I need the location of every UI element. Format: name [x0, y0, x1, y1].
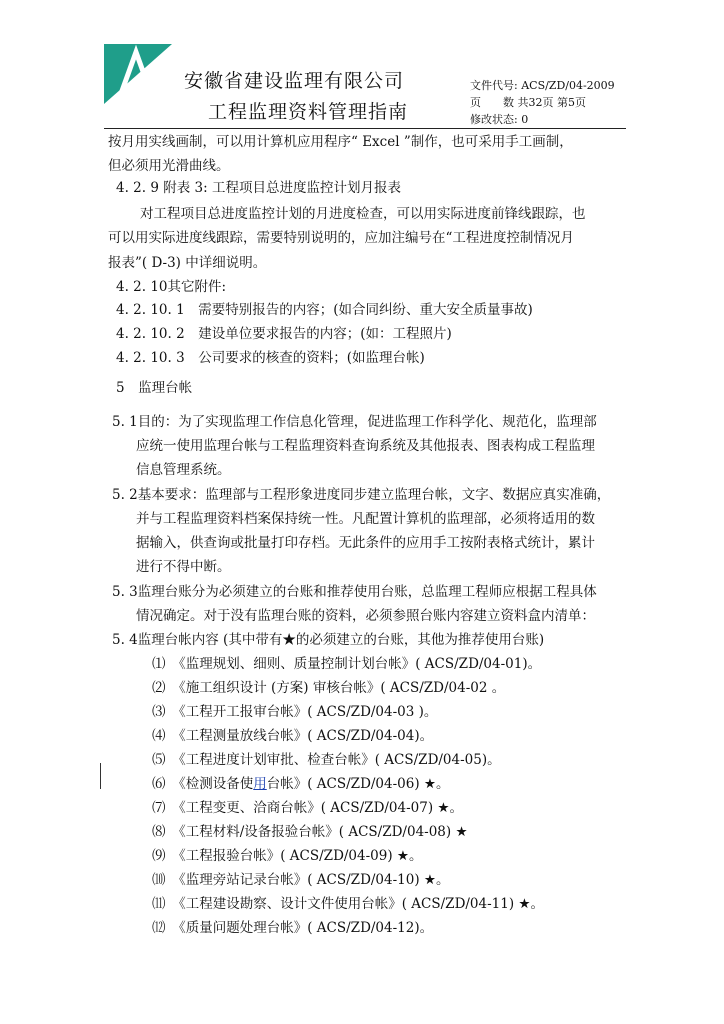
company-logo: [104, 44, 172, 104]
section-heading-5: 5 监理台帐: [116, 380, 193, 396]
ledger-item-text: 台帐》( ACS/ZD/04-06) ★。: [266, 776, 450, 792]
paragraph-line: 报表”( D-3) 中详细说明。: [108, 255, 267, 271]
paragraph-line: 对工程项目总进度监控计划的月进度检查，可以用实际进度前锋线跟踪，也: [140, 206, 586, 222]
attachment-item: 4. 2. 10. 1 需要特别报告的内容；(如合同纠纷、重大安全质量事故): [116, 302, 533, 318]
ledger-item: ⑻ 《工程材料/设备报验台帐》( ACS/ZD/04-08) ★: [152, 824, 468, 840]
ledger-item: ⑵ 《施工组织设计 (方案) 审核台帐》( ACS/ZD/04-02 。: [152, 680, 506, 696]
document-code: 文件代号: ACS/ZD/04-2009: [470, 79, 615, 92]
hyperlink[interactable]: 用: [253, 776, 267, 792]
clause-line: 并与工程监理资料档案保持统一性。凡配置计算机的监理部，必须将适用的数: [136, 511, 595, 527]
ledger-item: ⑾ 《工程建设勘察、设计文件使用台帐》( ACS/ZD/04-11) ★。: [152, 896, 545, 912]
clause-5-2: 5. 2基本要求：监理部与工程形象进度同步建立监理台帐，文字、数据应真实准确，: [112, 487, 611, 503]
paragraph-line: 可以用实际进度线跟踪，需要特别说明的，应加注编号在“工程进度控制情况月: [108, 230, 574, 246]
ledger-item: ⑸ 《工程进度计划审批、检查台帐》( ACS/ZD/04-05)。: [152, 752, 501, 768]
ledger-item-text: ⑹ 《检测设备使: [152, 776, 254, 792]
document-title: 工程监理资料管理指南: [208, 101, 409, 123]
clause-line: 进行不得中断。: [136, 559, 231, 575]
clause-line: 应统一使用监理台帐与工程监理资料查询系统及其他报表、图表构成工程监理: [136, 438, 595, 454]
clause-5-3: 5. 3监理台账分为必须建立的台账和推荐使用台账，总监理工程师应根据工程具体: [112, 584, 597, 600]
paragraph-line: 按月用实线画制，可以用计算机应用程序“ Excel ”制作，也可采用手工画制，: [108, 134, 573, 150]
attachment-item: 4. 2. 10. 3 公司要求的核查的资料；(如监理台帐): [116, 350, 425, 366]
margin-change-bar: [100, 763, 101, 789]
clause-5-4: 5. 4监理台帐内容 (其中带有★的必须建立的台账，其他为推荐使用台账): [112, 632, 545, 648]
ledger-item: ⑷ 《工程测量放线台帐》( ACS/ZD/04-04)。: [152, 728, 434, 744]
clause-line: 情况确定。对于没有监理台账的资料，必须参照台账内容建立资料盒内清单：: [136, 608, 595, 624]
ledger-item: [152, 774, 450, 794]
attachment-item: 4. 2. 10. 2 建设单位要求报告的内容；(如：工程照片): [116, 326, 452, 342]
company-name: 安徽省建设监理有限公司: [184, 70, 405, 92]
clause-5-1: 5. 1目的：为了实现监理工作信息化管理，促进监理工作科学化、规范化，监理部: [112, 414, 597, 430]
clause-line: 信息管理系统。: [136, 462, 231, 478]
ledger-item: ⑴ 《监理规划、细则、质量控制计划台帐》( ACS/ZD/04-01)。: [152, 656, 542, 672]
page-info: 页 数 共32页 第5页: [470, 96, 586, 109]
ledger-item: ⑼ 《工程报验台帐》( ACS/ZD/04-09) ★。: [152, 848, 423, 864]
revision-status: 修改状态: 0: [470, 113, 529, 126]
ledger-item: ⑺ 《工程变更、洽商台帐》( ACS/ZD/04-07) ★。: [152, 800, 464, 816]
clause-line: 据输入，供查询或批量打印存档。无此条件的应用手工按附表格式统计，累计: [136, 535, 595, 551]
ledger-item: ⑶ 《工程开工报审台帐》( ACS/ZD/04-03 )。: [152, 704, 438, 720]
ledger-item: ⑿ 《质量问题处理台帐》( ACS/ZD/04-12)。: [152, 920, 434, 936]
section-heading-4-2-9: 4. 2. 9 附表 3: 工程项目总进度监控计划月报表: [116, 180, 401, 196]
section-heading-4-2-10: 4. 2. 10其它附件:: [116, 279, 227, 295]
paragraph-line: 但必须用光滑曲线。: [108, 158, 230, 174]
header-divider: [104, 128, 626, 129]
ledger-item: ⑽ 《监理旁站记录台帐》( ACS/ZD/04-10) ★。: [152, 872, 450, 888]
